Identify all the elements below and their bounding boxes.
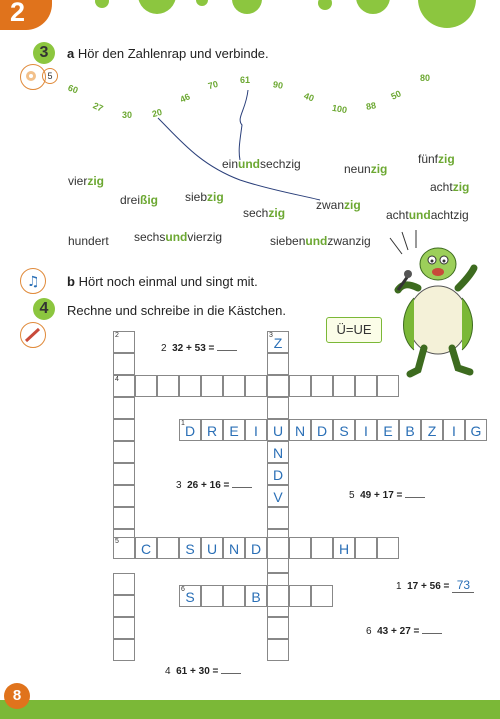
- cell-number: 3: [269, 332, 273, 339]
- crossword-cell[interactable]: [267, 441, 289, 463]
- cell-letter: I: [254, 423, 258, 439]
- cell-letter: S: [339, 423, 349, 439]
- cell-letter: R: [206, 423, 218, 439]
- cell-letter: I: [364, 423, 368, 439]
- word-siebzig[interactable]: siebzig: [185, 190, 224, 204]
- crossword-cell[interactable]: [333, 375, 355, 397]
- music-note-icon[interactable]: [20, 268, 46, 294]
- cell-letter: E: [229, 423, 239, 439]
- crossword-cell[interactable]: [267, 485, 289, 507]
- exercise-3-number: 3: [33, 42, 55, 64]
- cell-letter: N: [294, 423, 306, 439]
- word-siebenundzwanzig[interactable]: siebenundzwanzig: [270, 234, 371, 248]
- number-80[interactable]: 80: [420, 73, 431, 83]
- crossword-cell[interactable]: [113, 537, 135, 559]
- cell-letter: Z: [273, 335, 283, 351]
- crossword-cell[interactable]: [113, 507, 135, 529]
- cell-letter: D: [272, 467, 284, 483]
- crossword-cell[interactable]: [267, 463, 289, 485]
- crossword-cell[interactable]: [245, 375, 267, 397]
- number-50[interactable]: 50: [389, 88, 403, 102]
- answer-blank[interactable]: [405, 497, 425, 498]
- answer-blank[interactable]: 73: [452, 578, 474, 593]
- crossword-cell[interactable]: [289, 537, 311, 559]
- number-60[interactable]: 60: [66, 82, 80, 96]
- crossword-cell[interactable]: [113, 375, 135, 397]
- cell-letter: Z: [427, 423, 437, 439]
- crossword-cell[interactable]: [113, 397, 135, 419]
- crossword-cell[interactable]: [113, 485, 135, 507]
- unit-number: 2: [10, 0, 26, 27]
- crossword-cell[interactable]: [113, 639, 135, 661]
- cell-letter: I: [452, 423, 456, 439]
- crossword-cell[interactable]: [245, 419, 267, 441]
- cell-number: 4: [115, 376, 119, 383]
- crossword-cell[interactable]: [267, 537, 289, 559]
- number-70[interactable]: 70: [206, 78, 220, 92]
- cell-letter: N: [272, 445, 284, 461]
- cell-letter: G: [470, 423, 482, 439]
- crossword-cell[interactable]: [179, 537, 201, 559]
- number-30[interactable]: 30: [122, 110, 133, 120]
- cell-letter: U: [272, 423, 284, 439]
- crossword-cell[interactable]: [289, 419, 311, 441]
- number-27[interactable]: 27: [91, 100, 105, 114]
- crossword-cell[interactable]: [113, 331, 135, 353]
- crossword-cell[interactable]: [465, 419, 487, 441]
- crossword-cell[interactable]: [201, 585, 223, 607]
- crossword-cell[interactable]: [179, 375, 201, 397]
- hint-box: Ü=UE: [326, 317, 382, 343]
- exercise-3a-instruction: a Hör den Zahlenrap und verbinde.: [67, 46, 269, 61]
- answer-blank[interactable]: [232, 487, 252, 488]
- cell-letter: E: [383, 423, 393, 439]
- clue-1: 1 17 + 56 = 73: [396, 578, 474, 593]
- cell-letter: D: [184, 423, 196, 439]
- crossword-cell[interactable]: [267, 419, 289, 441]
- crossword-cell[interactable]: [333, 419, 355, 441]
- crossword-cell[interactable]: [135, 537, 157, 559]
- crossword-cell[interactable]: [421, 419, 443, 441]
- exercise-3b-instruction: b Hört noch einmal und singt mit.: [67, 274, 258, 289]
- word-fuenfzig[interactable]: fünfzig: [418, 152, 455, 166]
- word-dreissig[interactable]: dreißig: [120, 193, 159, 207]
- crossword-cell[interactable]: [267, 639, 289, 661]
- cell-number: 2: [115, 332, 119, 339]
- crossword-cell[interactable]: [223, 419, 245, 441]
- crossword-cell[interactable]: [355, 419, 377, 441]
- number-46[interactable]: 46: [178, 91, 192, 105]
- cell-letter: D: [250, 541, 262, 557]
- number-100[interactable]: 100: [331, 102, 348, 116]
- crossword-cell[interactable]: [201, 419, 223, 441]
- crossword-cell[interactable]: [289, 585, 311, 607]
- crossword-cell[interactable]: [113, 419, 135, 441]
- word-achtundachtzig[interactable]: achtundachtzig: [386, 208, 469, 222]
- crossword-cell[interactable]: [289, 375, 311, 397]
- crossword-cell[interactable]: [267, 507, 289, 529]
- number-40[interactable]: 40: [302, 90, 316, 104]
- crossword-cell[interactable]: [157, 375, 179, 397]
- crossword-cell[interactable]: [377, 375, 399, 397]
- crossword-cell[interactable]: [245, 585, 267, 607]
- crossword-cell[interactable]: [113, 573, 135, 595]
- crossword-cell[interactable]: [267, 617, 289, 639]
- clue-4: 4 61 + 30 =: [165, 666, 241, 677]
- word-hundert[interactable]: hundert: [68, 234, 109, 248]
- crossword-cell[interactable]: [267, 331, 289, 353]
- svg-text:♫: ♫: [27, 274, 40, 290]
- clue-5: 5 49 + 17 =: [349, 490, 425, 501]
- exercise-4-number: 4: [33, 298, 55, 320]
- crossword-cell[interactable]: [223, 585, 245, 607]
- crossword-cell[interactable]: [245, 537, 267, 559]
- page-number: 8: [4, 683, 30, 709]
- crossword-cell[interactable]: [267, 397, 289, 419]
- word-achtzig[interactable]: achtzig: [430, 180, 470, 194]
- page-footer-bar: [0, 700, 500, 719]
- crossword-cell[interactable]: [223, 537, 245, 559]
- word-sechsundvierzig[interactable]: sechsundvierzig: [134, 230, 223, 244]
- answer-blank[interactable]: [221, 673, 241, 674]
- word-sechzig[interactable]: sechzig: [243, 206, 286, 220]
- crossword-cell[interactable]: [113, 617, 135, 639]
- crossword-cell[interactable]: [399, 419, 421, 441]
- cell-letter: B: [251, 589, 261, 605]
- crossword-cell[interactable]: [113, 463, 135, 485]
- cell-letter: H: [338, 541, 350, 557]
- cell-letter: S: [185, 589, 195, 605]
- crossword-cell[interactable]: [135, 375, 157, 397]
- number-61[interactable]: 61: [240, 75, 251, 85]
- word-einundsechzig[interactable]: einundsechzig: [222, 157, 301, 171]
- crossword-cell[interactable]: [201, 375, 223, 397]
- cell-letter: V: [273, 489, 283, 505]
- crossword-cell[interactable]: [311, 419, 333, 441]
- crossword-cell[interactable]: [311, 537, 333, 559]
- crossword-cell[interactable]: [333, 537, 355, 559]
- crossword-cell[interactable]: [113, 595, 135, 617]
- crossword-cell[interactable]: [267, 585, 289, 607]
- crossword-cell[interactable]: [443, 419, 465, 441]
- exercise-4-instruction: Rechne und schreibe in die Kästchen.: [67, 303, 286, 318]
- answer-blank[interactable]: [422, 633, 442, 634]
- crossword-cell[interactable]: [201, 537, 223, 559]
- crossword-cell[interactable]: [113, 441, 135, 463]
- cell-letter: B: [405, 423, 415, 439]
- crossword-cell[interactable]: [311, 585, 333, 607]
- word-zwanzig[interactable]: zwanzig: [316, 198, 361, 212]
- cell-number: 6: [181, 586, 185, 593]
- cell-letter: S: [185, 541, 195, 557]
- cell-letter: N: [228, 541, 240, 557]
- cell-letter: D: [316, 423, 328, 439]
- crossword-cell[interactable]: [113, 353, 135, 375]
- answer-blank[interactable]: [217, 350, 237, 351]
- number-88[interactable]: 88: [365, 100, 377, 112]
- crossword-cell[interactable]: [267, 353, 289, 375]
- clue-2: 2 32 + 53 =: [161, 343, 237, 354]
- crossword-cell[interactable]: [179, 585, 201, 607]
- pencil-writing-icon: [20, 322, 46, 348]
- crossword-cell[interactable]: [267, 375, 289, 397]
- crossword-cell[interactable]: [223, 375, 245, 397]
- clue-6: 6 43 + 27 =: [366, 626, 442, 637]
- cell-number: 5: [115, 538, 119, 545]
- number-90[interactable]: 90: [272, 79, 284, 91]
- crossword-cell[interactable]: [355, 537, 377, 559]
- clue-3: 3 26 + 16 =: [176, 480, 252, 491]
- cell-number: 1: [181, 420, 185, 427]
- word-vierzig[interactable]: vierzig: [68, 174, 105, 188]
- cell-letter: C: [140, 541, 152, 557]
- word-neunzig[interactable]: neunzig: [344, 162, 388, 176]
- crossword-cell[interactable]: [377, 537, 399, 559]
- crossword-cell[interactable]: [157, 537, 179, 559]
- crossword-cell[interactable]: [355, 375, 377, 397]
- cell-letter: U: [206, 541, 218, 557]
- number-20[interactable]: 20: [150, 106, 164, 120]
- crossword-cell[interactable]: [179, 419, 201, 441]
- crossword-cell[interactable]: [311, 375, 333, 397]
- singing-turtle-illustration: [380, 228, 490, 378]
- audio-track-number: 5: [42, 68, 58, 84]
- crossword-cell[interactable]: [377, 419, 399, 441]
